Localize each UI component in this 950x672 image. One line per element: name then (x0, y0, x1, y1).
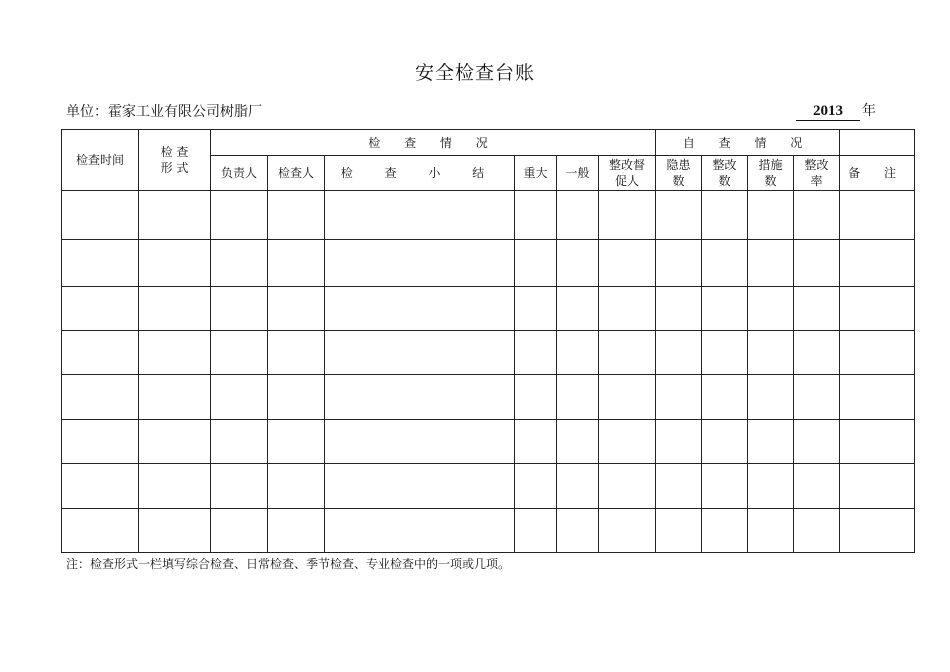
table-cell[interactable] (748, 240, 794, 287)
header-person-in-charge: 负责人 (211, 156, 268, 191)
table-cell[interactable] (748, 191, 794, 240)
header-rectify-rate-line1: 整改 (804, 158, 829, 172)
table-cell[interactable] (62, 331, 139, 375)
header-rectified-count-line1: 整改 (712, 158, 737, 172)
header-hazard-count-line2: 数 (672, 174, 685, 188)
table-cell[interactable] (557, 331, 599, 375)
table-cell[interactable] (656, 331, 702, 375)
table-cell[interactable] (139, 240, 211, 287)
table-cell[interactable] (840, 509, 915, 553)
table-cell[interactable] (840, 375, 915, 420)
header-self-check-group: 自 查 情 况 (656, 130, 840, 156)
table-cell[interactable] (748, 375, 794, 420)
table-cell[interactable] (748, 331, 794, 375)
table-cell[interactable] (62, 509, 139, 553)
table-cell[interactable] (702, 191, 748, 240)
table-cell[interactable] (656, 464, 702, 509)
table-cell[interactable] (139, 509, 211, 553)
header-rectify-rate-line2: 率 (810, 174, 823, 188)
table-cell[interactable] (515, 240, 557, 287)
table-cell[interactable] (599, 331, 656, 375)
table-cell[interactable] (515, 331, 557, 375)
table-cell[interactable] (139, 375, 211, 420)
table-cell[interactable] (211, 331, 268, 375)
table-row (62, 287, 915, 331)
table-cell[interactable] (211, 464, 268, 509)
table-cell[interactable] (794, 240, 840, 287)
table-cell[interactable] (656, 420, 702, 464)
table-cell[interactable] (599, 375, 656, 420)
header-measures-count (748, 156, 794, 191)
table-cell[interactable] (748, 287, 794, 331)
table-cell[interactable] (840, 420, 915, 464)
table-row (62, 420, 915, 464)
table-cell[interactable] (599, 287, 656, 331)
table-cell[interactable] (268, 191, 325, 240)
table-cell[interactable] (139, 191, 211, 240)
table-cell[interactable] (62, 420, 139, 464)
table-cell[interactable] (62, 240, 139, 287)
header-remarks: 备 注 (840, 156, 915, 191)
table-cell[interactable] (599, 191, 656, 240)
table-cell[interactable] (656, 240, 702, 287)
table-cell[interactable] (325, 240, 515, 287)
table-cell[interactable] (325, 287, 515, 331)
header-general: 一般 (557, 156, 599, 191)
table-cell[interactable] (268, 240, 325, 287)
table-cell[interactable] (515, 287, 557, 331)
header-measures-count-line1: 措施 (758, 158, 783, 172)
table-cell[interactable] (599, 240, 656, 287)
header-measures-count-line2: 数 (764, 174, 777, 188)
table-cell[interactable] (599, 464, 656, 509)
table-cell[interactable] (748, 420, 794, 464)
table-cell[interactable] (656, 375, 702, 420)
header-row-1 (62, 130, 915, 156)
table-cell[interactable] (211, 287, 268, 331)
header-check-form-line2: 形 式 (160, 161, 189, 175)
header-inspector: 检查人 (268, 156, 325, 191)
table-cell[interactable] (139, 420, 211, 464)
header-rectify-supervisor-line1: 整改督 (609, 158, 646, 172)
table-cell[interactable] (840, 331, 915, 375)
table-cell[interactable] (656, 509, 702, 553)
table-cell[interactable] (325, 375, 515, 420)
table-row (62, 331, 915, 375)
unit-line: 单位：霍家工业有限公司树脂厂 (66, 104, 262, 120)
table-cell[interactable] (139, 464, 211, 509)
table-row (62, 375, 915, 420)
table-cell[interactable] (599, 420, 656, 464)
table-cell[interactable] (325, 464, 515, 509)
table-cell[interactable] (794, 191, 840, 240)
table-cell[interactable] (211, 240, 268, 287)
table-cell[interactable] (656, 287, 702, 331)
table-cell[interactable] (557, 287, 599, 331)
table-cell[interactable] (702, 420, 748, 464)
table-cell[interactable] (702, 464, 748, 509)
table-cell[interactable] (702, 375, 748, 420)
table-cell[interactable] (794, 331, 840, 375)
header-rectified-count (702, 156, 748, 191)
table-cell[interactable] (268, 375, 325, 420)
page-title: 安全检查台账 (414, 62, 535, 84)
table-cell[interactable] (557, 375, 599, 420)
table-cell[interactable] (325, 191, 515, 240)
table-cell[interactable] (268, 331, 325, 375)
year-suffix: 年 (862, 103, 876, 119)
table-cell[interactable] (515, 420, 557, 464)
table-cell[interactable] (62, 375, 139, 420)
table-cell[interactable] (211, 191, 268, 240)
table-cell[interactable] (557, 420, 599, 464)
table-cell[interactable] (62, 191, 139, 240)
year-field (796, 100, 876, 121)
table-cell[interactable] (515, 464, 557, 509)
table-cell[interactable] (268, 464, 325, 509)
table-cell[interactable] (268, 420, 325, 464)
table-cell[interactable] (840, 464, 915, 509)
table-cell[interactable] (515, 191, 557, 240)
header-rectify-supervisor-line2: 促人 (615, 174, 640, 188)
table-cell[interactable] (702, 287, 748, 331)
table-cell[interactable] (515, 375, 557, 420)
table-cell[interactable] (599, 509, 656, 553)
table-cell[interactable] (325, 420, 515, 464)
table-cell[interactable] (557, 464, 599, 509)
safety-inspection-ledger-table (61, 129, 915, 553)
table-cell[interactable] (794, 287, 840, 331)
table-cell[interactable] (702, 240, 748, 287)
header-blank-cell (840, 130, 915, 156)
footnote: 注：检查形式一栏填写综合检查、日常检查、季节检查、专业检查中的一项或几项。 (66, 557, 511, 571)
header-summary: 检 查 小 结 (325, 156, 515, 191)
table-cell[interactable] (840, 240, 915, 287)
table-cell[interactable] (325, 509, 515, 553)
table-cell[interactable] (840, 191, 915, 240)
table-row (62, 509, 915, 553)
table-cell[interactable] (268, 509, 325, 553)
table-cell[interactable] (211, 375, 268, 420)
table-cell[interactable] (139, 287, 211, 331)
header-hazard-count (656, 156, 702, 191)
header-rectified-count-line2: 数 (718, 174, 731, 188)
header-major: 重大 (515, 156, 557, 191)
table-cell[interactable] (748, 509, 794, 553)
table-cell[interactable] (794, 420, 840, 464)
table-cell[interactable] (656, 191, 702, 240)
header-inspection-group: 检 查 情 况 (211, 130, 656, 156)
table-cell[interactable] (62, 464, 139, 509)
table-cell[interactable] (794, 464, 840, 509)
table-cell[interactable] (515, 509, 557, 553)
table-cell[interactable] (62, 287, 139, 331)
table-cell[interactable] (702, 331, 748, 375)
header-rectify-supervisor (599, 156, 656, 191)
table-cell[interactable] (268, 287, 325, 331)
table-cell[interactable] (748, 464, 794, 509)
header-hazard-count-line1: 隐患 (666, 158, 691, 172)
header-check-form (139, 130, 211, 191)
table-cell[interactable] (794, 375, 840, 420)
table-row (62, 464, 915, 509)
table-cell[interactable] (211, 509, 268, 553)
table-cell[interactable] (557, 191, 599, 240)
table-cell[interactable] (211, 420, 268, 464)
header-rectify-rate (794, 156, 840, 191)
header-check-form-line1: 检 查 (160, 145, 189, 159)
table-cell[interactable] (840, 287, 915, 331)
table-row (62, 191, 915, 240)
table-cell[interactable] (557, 240, 599, 287)
table-cell[interactable] (325, 331, 515, 375)
table-cell[interactable] (794, 509, 840, 553)
table-row (62, 240, 915, 287)
year-value: 2013 (796, 103, 860, 121)
header-check-time: 检查时间 (62, 130, 139, 191)
table-cell[interactable] (139, 331, 211, 375)
table-cell[interactable] (557, 509, 599, 553)
table-cell[interactable] (702, 509, 748, 553)
